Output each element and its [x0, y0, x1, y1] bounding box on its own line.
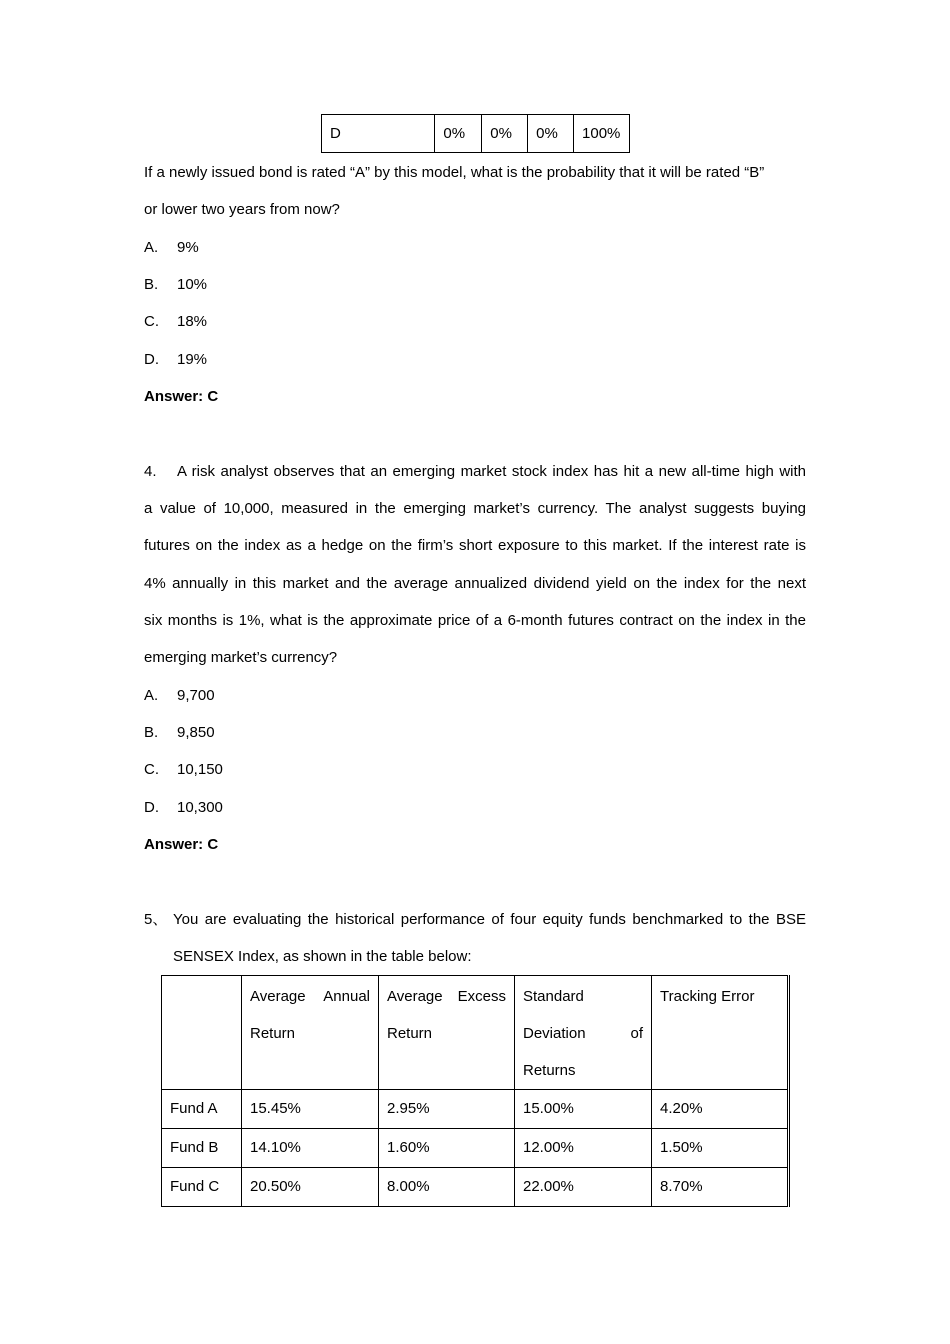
rating-transition-table-fragment [321, 114, 630, 153]
table-row [162, 1090, 789, 1129]
question-5-number: 5、 [144, 911, 168, 928]
table-header-cell [379, 976, 515, 1090]
header-word: Return [387, 1025, 433, 1042]
table-row [162, 1168, 789, 1207]
question-4-line-5: six months is 1%, what is the approximate price of a 6-month futures contract on the index in the [144, 612, 806, 629]
option-letter: A. [144, 687, 159, 704]
table-cell: 12.00% [515, 1129, 652, 1168]
table-cell: 4.20% [652, 1090, 789, 1129]
question-4-line-1: A risk analyst observes that an emerging market stock index has hit a new all-time high with [177, 463, 806, 480]
table-cell: 0% [528, 115, 574, 153]
header-word: of [630, 1025, 643, 1042]
table-cell: 2.95% [379, 1090, 515, 1129]
option-letter: A. [144, 239, 159, 256]
table-cell: 8.00% [379, 1168, 515, 1207]
header-word: Annual [323, 988, 370, 1005]
option-text: 10,300 [177, 799, 223, 816]
table-cell: Fund B [162, 1129, 242, 1168]
question-5-line-1: You are evaluating the historical performance of four equity funds benchmarked to the BSE [173, 911, 806, 928]
option-letter: B. [144, 276, 159, 293]
table-row [162, 1129, 789, 1168]
option-text: 10% [177, 276, 208, 293]
option-text: 9,850 [177, 724, 215, 741]
option-letter: C. [144, 313, 159, 330]
table-header-cell [162, 976, 242, 1090]
header-word: Return [250, 1025, 296, 1042]
table-cell: 15.45% [242, 1090, 379, 1129]
table-cell: 0% [482, 115, 528, 153]
question-4-line-3: futures on the index as a hedge on the firm’s short exposure to this market. If the interest rate is [144, 537, 806, 554]
table-cell: D [322, 115, 435, 153]
question-4-number: 4. [144, 463, 157, 480]
header-word: Deviation [523, 1025, 586, 1042]
table-cell: 1.50% [652, 1129, 789, 1168]
table-cell: 1.60% [379, 1129, 515, 1168]
header-word: Average [250, 988, 306, 1005]
question-4-line-4: 4% annually in this market and the average annualized dividend yield on the index for the next [144, 575, 806, 592]
table-cell: 22.00% [515, 1168, 652, 1207]
table-cell: Fund C [162, 1168, 242, 1207]
option-text: 10,150 [177, 761, 223, 778]
fund-performance-table [161, 975, 790, 1207]
table-row [322, 115, 630, 153]
table-header-cell: Tracking Error [652, 976, 789, 1090]
header-word: Returns [523, 1062, 576, 1079]
option-text: 9% [177, 239, 199, 256]
option-letter: B. [144, 724, 159, 741]
question-3-stem-line-2: or lower two years from now? [144, 201, 340, 218]
header-word: Average [387, 988, 443, 1005]
table-cell: 15.00% [515, 1090, 652, 1129]
table-header-cell [515, 976, 652, 1090]
table-cell: Fund A [162, 1090, 242, 1129]
option-text: 9,700 [177, 687, 215, 704]
question-4-line-6: emerging market’s currency? [144, 649, 338, 666]
question-3-answer: Answer: C [144, 388, 219, 405]
option-letter: C. [144, 761, 159, 778]
question-4-answer: Answer: C [144, 836, 219, 853]
option-text: 19% [177, 351, 208, 368]
table-cell: 14.10% [242, 1129, 379, 1168]
table-cell: 8.70% [652, 1168, 789, 1207]
header-word: Standard [523, 988, 584, 1005]
question-4-line-2: a value of 10,000, measured in the emerging market’s currency. The analyst suggests buying [144, 500, 806, 517]
table-header-cell [242, 976, 379, 1090]
table-cell: 20.50% [242, 1168, 379, 1207]
option-letter: D. [144, 799, 159, 816]
table-cell: 0% [435, 115, 482, 153]
question-3-stem-line-1: If a newly issued bond is rated “A” by this model, what is the probability that it will be rated “B” [144, 164, 765, 181]
question-5-line-2: SENSEX Index, as shown in the table below: [173, 948, 472, 965]
option-text: 18% [177, 313, 208, 330]
table-header-row [162, 976, 789, 1090]
option-letter: D. [144, 351, 159, 368]
header-word: Excess [457, 988, 506, 1005]
table-cell: 100% [574, 115, 630, 153]
